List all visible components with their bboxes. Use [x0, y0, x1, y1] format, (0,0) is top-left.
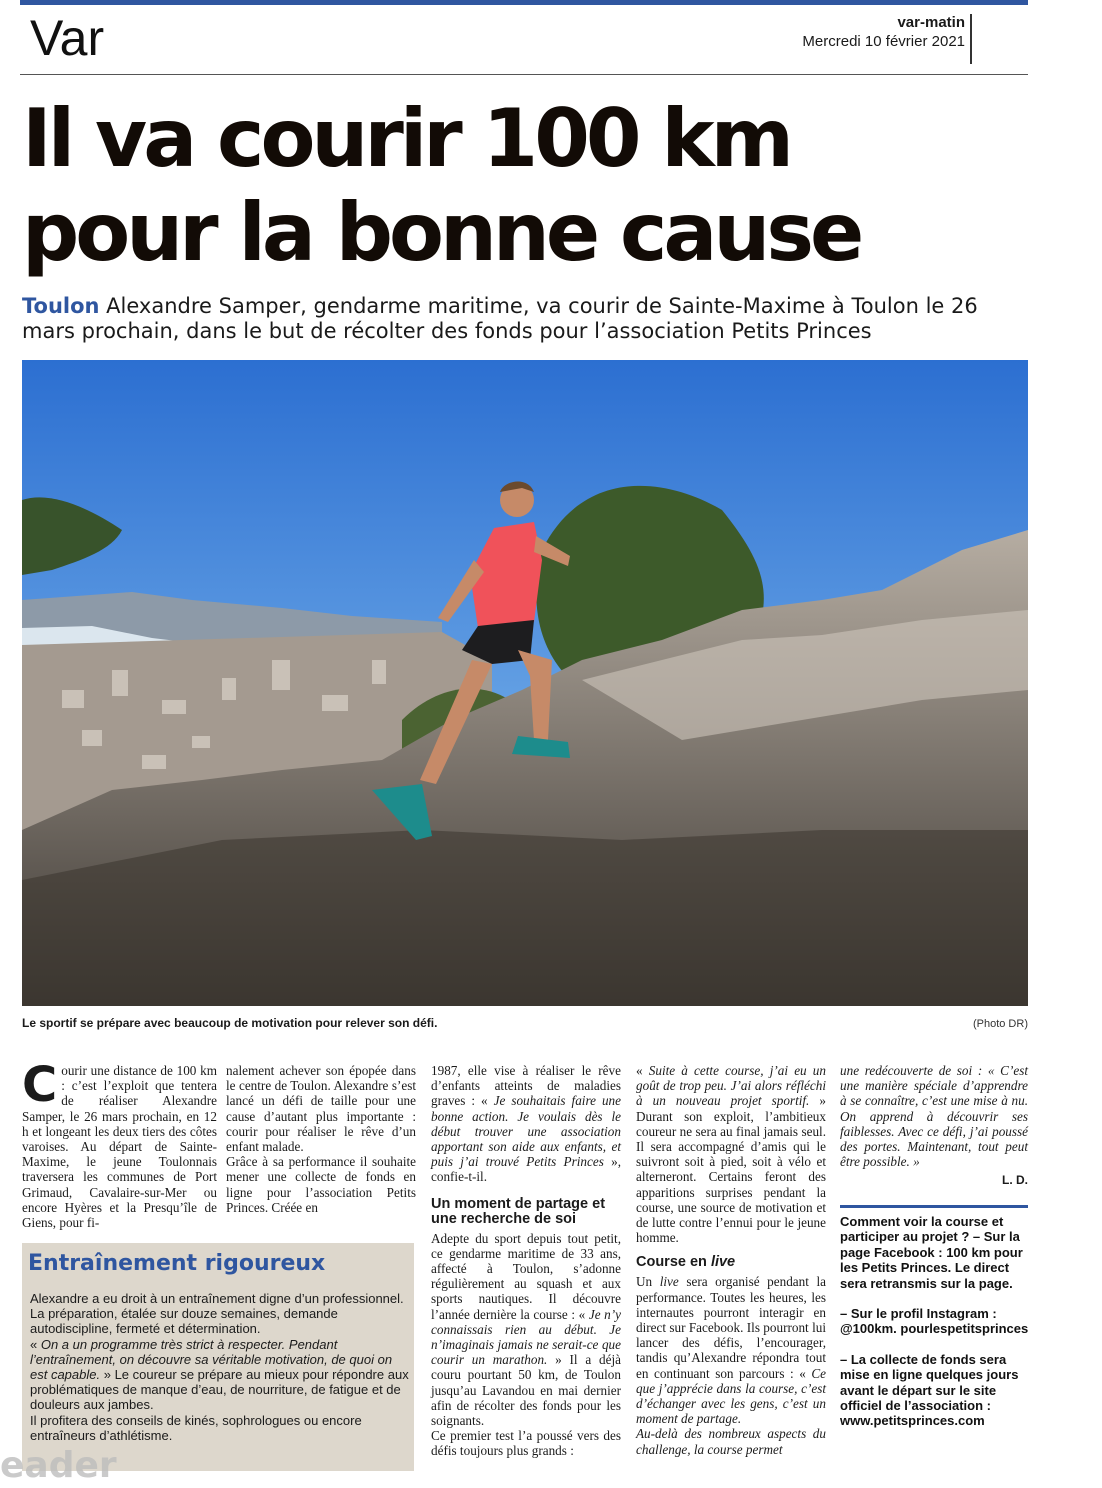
box-paragraph-4: Il profitera des conseils de kinés, sophrologues ou encore entraîneurs d’athlétisme. — [30, 1412, 362, 1443]
column-3-text-b: », confie-t-il. — [431, 1154, 621, 1185]
watermark: eader — [0, 1445, 117, 1486]
sidebar-box-text — [30, 1291, 410, 1443]
box-paragraph-3-b: » Le coureur se prépare au mieux pour répondre aux problématiques de manque d’eau, de nourriture, de fatigue et de douleurs aux jambes. — [30, 1367, 409, 1413]
info-instagram: – Sur le profil Instagram : @100km. pourlespetitsprinces — [840, 1306, 1029, 1337]
column-2-paragraph-2: Grâce à sa performance il souhaite mener une collecte de fonds en ligne pour l’association Petits Princes. Créée en — [226, 1154, 416, 1215]
top-rule — [20, 0, 1028, 5]
column-4-text-c1: Un — [636, 1274, 660, 1290]
publication-name: var-matin — [897, 14, 965, 31]
photo-caption: Le sportif se prépare avec beaucoup de motivation pour relever son défi. — [22, 1016, 438, 1030]
subheading-live-text: Course en — [636, 1254, 711, 1271]
box-paragraph-2: La préparation, étalée sur douze semaines, demande autodiscipline, fermeté et détermination. — [30, 1306, 338, 1337]
box-paragraph-3-a: « — [30, 1336, 41, 1352]
column-2-paragraph-1: nalement achever son épopée dans le centre de Toulon. Alexandre s’est lancé un défi de taille pour une cause d’autant plus importante : courir pour réaliser le rêve d’un enfant malade. — [226, 1063, 416, 1155]
box-quote: On a un programme très strict à respecter. Pendant l’entraînement, on découvre sa véritable motivation, de quoi on est capable. — [30, 1336, 393, 1383]
headline — [22, 92, 1022, 280]
info-box — [840, 1214, 1030, 1444]
column-3-text-a: 1987, elle vise à réaliser le rêve d’enfants atteints de maladies graves : « — [431, 1063, 621, 1109]
lead-text: Alexandre Samper, gendarme maritime, va courir de Sainte-Maxime à Toulon le 26 mars prochain, dans le but de récolter des fonds pour l’association Petits Princes — [22, 294, 978, 343]
author-signature: L. D. — [1002, 1173, 1028, 1188]
box-paragraph-1: Alexandre a eu droit à un entraînement digne d’un professionnel. — [30, 1291, 404, 1306]
photo-credit: (Photo DR) — [972, 1018, 1028, 1030]
column-1-text: ourir une distance de 100 km : c’est l’exploit que tentera de réaliser Alexandre Samper, le 26 mars prochain, en 12 h et longeant les deux tiers des côtes varoises. Au départ de Sainte-Maxime, le jeune Toulonnais traversera les communes de Port Grimaud, Cavalaire-sur-Mer ou encore Hyères et la Presqu’île de Giens, pour fi- — [22, 1063, 217, 1231]
column-4-text-b: » Durant son exploit, l’ambitieux coureur ne sera au final jamais seul. Il sera accompagné d’amis qui le suivront soit à pied, soit à vélo et alterneront. Certains feront des apparitions surprises pendant la course, une source de motivation et de lutte contre l’ennui pour le jeune homme. — [636, 1093, 826, 1246]
column-4-quote-2: Ce que j’apprécie dans la course, c’est d’échanger avec les gens, c’est un moment de partage. — [636, 1365, 826, 1427]
column-5-quote: une redécouverte de soi : « C’est une manière spéciale d’apprendre à se connaître, c’est une mise à nu. On apprend à découvrir ses faiblesses. Avec ce défi, j’ai poussé des portes. Maintenant, tout peut être possible. » — [840, 1063, 1028, 1170]
column-3-quote-1: Je souhaitais faire une bonne action. Je voulais dès le début trouver une association apportant son aide aux enfants, et puis j’ai trouvé Petits Princes — [431, 1093, 621, 1170]
runner-photo-illustration — [22, 360, 1028, 1006]
headline-line-2: pour la bonne cause — [22, 186, 861, 279]
column-3-quote-2: Je n’y connaissais rien au début. Je n’imaginais jamais ne serait-ce que courir un marathon. — [431, 1306, 621, 1368]
column-3-text-e: Ce premier test l’a poussé vers des défis toujours plus grands : — [431, 1428, 621, 1459]
article-column-3 — [431, 1063, 621, 1459]
publication-divider — [970, 14, 972, 64]
column-4-text-a: « — [636, 1063, 649, 1078]
article-column-5 — [840, 1063, 1028, 1189]
column-4-quote-1: Suite à cette course, j’ai eu un goût de trop peu. J’ai alors réfléchi à un nouveau projet sportif. — [636, 1063, 826, 1109]
column-4-text-c2: sera organisé pendant la performance. Toutes les heures, les internautes pourront interagir en direct sur Facebook. Ils pourront lui lancer des défis, l’encourager, tandis qu’Alexandre répondra tout en continuant son parcours : « — [636, 1274, 826, 1381]
info-collecte: – La collecte de fonds sera mise en ligne quelques jours avant le départ sur le site officiel de l’association : www.petitsprinces.com — [840, 1351, 1019, 1429]
column-4-text-d: Au-delà des nombreux aspects du challenge, la course permet — [636, 1426, 826, 1457]
article-column-1 — [22, 1057, 217, 1231]
subheading-partage: Un moment de partage et une recherche de soi — [431, 1195, 606, 1227]
dropcap: C — [22, 1057, 58, 1113]
header-rule — [20, 74, 1028, 75]
section-title: Var — [30, 10, 105, 66]
info-box-rule — [840, 1205, 1028, 1208]
subheading-live — [636, 1255, 826, 1270]
subheading-live-word: live — [710, 1254, 736, 1271]
article-column-4 — [636, 1063, 826, 1457]
column-3-text-d: » Il a déjà couru pourtant 50 km, de Toulon jusqu’au Lavandou en mai dernier afin de récolter des fonds pour les soignants. — [431, 1352, 621, 1429]
publication-info — [802, 14, 965, 52]
info-facebook: Comment voir la course et participer au projet ? – Sur la page Facebook : 100 km pour les Petits Princes. Le direct sera retransmis sur la page. — [840, 1214, 1023, 1291]
lead-paragraph — [22, 294, 1022, 344]
column-3-text-c: Adepte du sport depuis tout petit, ce gendarme maritime de 33 ans, affecté à Toulon, s’adonne régulièrement au squash et aux sports nautiques. Il découvre l’année dernière la course : « — [431, 1230, 621, 1322]
sidebar-box-title: Entraînement rigoureux — [28, 1251, 326, 1276]
column-4-live-word: live — [659, 1274, 679, 1290]
article-photo — [22, 360, 1028, 1006]
rock-shadow — [22, 830, 1028, 1006]
publication-date: Mercredi 10 février 2021 — [802, 33, 965, 50]
lead-city: Toulon — [22, 294, 100, 318]
article-column-2 — [226, 1063, 416, 1215]
headline-line-1: Il va courir 100 km — [22, 92, 790, 185]
